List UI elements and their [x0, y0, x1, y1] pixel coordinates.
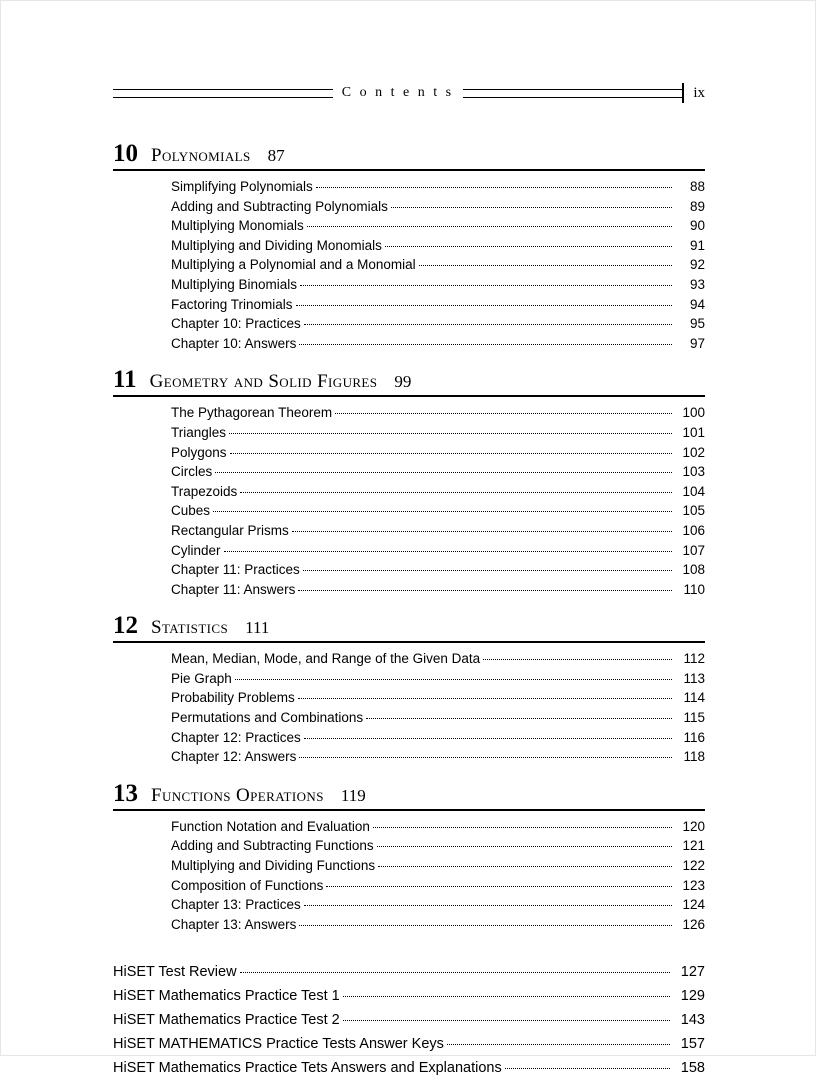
toc-entry-page: 127	[680, 964, 705, 981]
toc-entry-title: Circles	[171, 464, 213, 480]
toc-leader-dots	[378, 857, 672, 867]
toc-entry[interactable]	[171, 649, 705, 669]
toc-entry-page: 113	[683, 670, 705, 686]
toc-entry-page: 94	[689, 296, 705, 312]
toc-entry[interactable]	[171, 541, 705, 561]
toc-entry[interactable]	[171, 295, 705, 315]
toc-entry-title: Trapezoids	[171, 483, 238, 499]
toc-entry-page: 101	[682, 424, 705, 440]
toc-leader-dots	[240, 483, 672, 493]
toc-entry-page: 122	[682, 858, 705, 874]
toc-chapter-heading[interactable]	[113, 781, 705, 811]
toc-leader-dots	[300, 276, 672, 286]
toc-entry-page: 106	[682, 522, 705, 538]
toc-entry-title: Multiplying a Polynomial and a Monomial	[171, 257, 416, 273]
toc-chapter-number: 12	[113, 612, 138, 640]
toc-leader-dots	[298, 581, 672, 591]
toc-entry-title: HiSET MATHEMATICS Practice Tests Answer Keys	[113, 1036, 444, 1053]
header-rule-right	[463, 89, 683, 98]
toc-entry[interactable]	[113, 1008, 705, 1032]
running-header	[113, 79, 705, 107]
header-rule-left	[113, 89, 333, 98]
toc-chapter-list	[113, 141, 705, 934]
toc-leader-dots	[298, 689, 672, 699]
toc-entry[interactable]	[171, 197, 705, 217]
toc-leader-dots	[299, 916, 672, 926]
toc-entry-page: 143	[680, 1012, 705, 1029]
toc-entry-page: 105	[682, 503, 705, 519]
toc-leader-dots	[304, 315, 672, 325]
toc-entry-page: 123	[682, 877, 705, 893]
toc-entry-page: 121	[682, 838, 705, 854]
toc-leader-dots	[229, 424, 672, 434]
toc-leader-dots	[230, 444, 672, 454]
toc-entry-page: 116	[683, 729, 705, 745]
toc-entry-title: Chapter 13: Practices	[171, 897, 301, 913]
toc-entry[interactable]	[113, 1056, 705, 1080]
toc-entry-page: 90	[689, 218, 705, 234]
toc-entry-title: Multiplying and Dividing Monomials	[171, 237, 382, 253]
toc-chapter-title: Functions Operations	[151, 784, 324, 806]
toc-entry[interactable]	[171, 836, 705, 856]
toc-entry-page: 88	[689, 179, 705, 194]
toc-chapter-number: 13	[113, 779, 138, 807]
toc-entry-title: Triangles	[171, 424, 227, 440]
toc-entry-title: Chapter 10: Practices	[171, 316, 301, 332]
toc-entry-page: 107	[682, 542, 705, 558]
toc-chapter-title: Statistics	[151, 617, 229, 639]
toc-leader-dots	[326, 877, 672, 887]
toc-leader-dots	[335, 404, 672, 414]
toc-entry-title: Adding and Subtracting Functions	[171, 838, 374, 854]
toc-entry-title: The Pythagorean Theorem	[171, 405, 333, 421]
toc-entry-page: 158	[680, 1060, 705, 1077]
toc-entry-title: Chapter 12: Answers	[171, 749, 297, 765]
toc-entry[interactable]	[171, 334, 705, 354]
toc-entry-page: 92	[689, 257, 705, 273]
toc-leader-dots	[240, 963, 670, 973]
toc-section-list	[171, 403, 705, 599]
toc-entry-page: 110	[683, 581, 705, 597]
toc-leader-dots	[304, 896, 672, 906]
toc-entry-title: Polygons	[171, 444, 227, 460]
toc-leader-dots	[366, 709, 672, 719]
toc-entry[interactable]	[171, 856, 705, 876]
page-content	[113, 79, 705, 1080]
toc-entry-page: 91	[689, 237, 705, 253]
toc-entry-title: Chapter 11: Practices	[171, 562, 300, 578]
toc-entry[interactable]	[171, 216, 705, 236]
toc-entry-title: Multiplying Binomials	[171, 276, 298, 292]
toc-chapter-page: 99	[394, 372, 412, 392]
toc-back-matter-list	[113, 960, 705, 1080]
toc-leader-dots	[299, 748, 672, 758]
toc-entry-page: 114	[683, 690, 705, 706]
toc-entry[interactable]	[171, 236, 705, 256]
toc-chapter-title: Geometry and Solid Figures	[149, 371, 378, 393]
toc-entry[interactable]	[171, 501, 705, 521]
toc-leader-dots	[447, 1035, 670, 1045]
toc-leader-dots	[235, 670, 672, 680]
toc-entry[interactable]	[171, 443, 705, 463]
toc-entry-title: Permutations and Combinations	[171, 710, 364, 726]
toc-chapter-heading[interactable]	[113, 613, 705, 643]
toc-entry-page: 108	[682, 562, 705, 578]
toc-entry-title: Pie Graph	[171, 670, 232, 686]
toc-chapter-number: 10	[113, 140, 138, 167]
toc-entry[interactable]	[171, 462, 705, 482]
toc-entry-title: Factoring Trinomials	[171, 296, 293, 312]
toc-entry-page: 120	[682, 818, 705, 834]
toc-leader-dots	[296, 296, 672, 306]
toc-entry-title: Chapter 10: Answers	[171, 335, 297, 351]
toc-leader-dots	[213, 502, 672, 512]
toc-entry-page: 93	[689, 276, 705, 292]
toc-section-list	[171, 177, 705, 353]
toc-leader-dots	[373, 818, 672, 828]
toc-entry-title: Rectangular Prisms	[171, 522, 289, 538]
toc-entry-title: HiSET Mathematics Practice Tets Answers and Explanations	[113, 1060, 502, 1077]
toc-entry-page: 95	[689, 316, 705, 332]
toc-entry[interactable]	[171, 482, 705, 502]
toc-entry-page: 115	[683, 710, 705, 726]
toc-entry[interactable]	[171, 915, 705, 935]
toc-entry[interactable]	[171, 895, 705, 915]
toc-leader-dots	[343, 1011, 670, 1021]
toc-entry-title: Simplifying Polynomials	[171, 179, 313, 194]
toc-entry-title: Cylinder	[171, 542, 221, 558]
toc-entry[interactable]	[171, 177, 705, 197]
toc-entry-title: HiSET Test Review	[113, 964, 237, 981]
toc-entry[interactable]	[171, 688, 705, 708]
toc-entry-title: Adding and Subtracting Polynomials	[171, 198, 388, 214]
toc-entry[interactable]	[171, 255, 705, 275]
toc-entry[interactable]	[171, 817, 705, 837]
toc-entry[interactable]	[171, 521, 705, 541]
toc-entry-title: Chapter 12: Practices	[171, 729, 301, 745]
toc-entry[interactable]	[171, 708, 705, 728]
folio-page-number: ix	[682, 83, 705, 103]
toc-entry-page: 104	[682, 483, 705, 499]
toc-entry-title: Chapter 13: Answers	[171, 916, 297, 932]
toc-leader-dots	[505, 1059, 670, 1069]
toc-entry[interactable]	[171, 403, 705, 423]
toc-chapter-heading[interactable]	[113, 141, 705, 171]
toc-entry[interactable]	[113, 960, 705, 984]
toc-entry-page: 124	[682, 897, 705, 913]
toc-leader-dots	[377, 837, 672, 847]
toc-entry-page: 157	[680, 1036, 705, 1053]
toc-entry-title: Mean, Median, Mode, and Range of the Given Data	[171, 651, 481, 667]
toc-entry[interactable]	[113, 984, 705, 1008]
toc-chapter-title: Polynomials	[151, 145, 251, 166]
toc-entry-title: Function Notation and Evaluation	[171, 818, 370, 834]
toc-entry[interactable]	[171, 747, 705, 767]
toc-entry[interactable]	[171, 669, 705, 689]
toc-entry-title: HiSET Mathematics Practice Test 1	[113, 988, 340, 1005]
toc-entry-page: 97	[689, 335, 705, 351]
toc-entry-title: HiSET Mathematics Practice Test 2	[113, 1012, 340, 1029]
toc-entry-page: 100	[682, 405, 705, 421]
toc-leader-dots	[215, 463, 672, 473]
toc-entry-page: 126	[682, 916, 705, 932]
toc-entry[interactable]	[113, 1032, 705, 1056]
toc-leader-dots	[316, 178, 672, 188]
toc-leader-dots	[299, 335, 672, 345]
toc-entry-title: Composition of Functions	[171, 877, 324, 893]
toc-leader-dots	[224, 542, 672, 552]
toc-leader-dots	[304, 729, 672, 739]
toc-entry[interactable]	[171, 560, 705, 580]
toc-entry-page: 118	[683, 749, 705, 765]
toc-entry[interactable]	[171, 728, 705, 748]
toc-entry-title: Multiplying Monomials	[171, 218, 304, 234]
toc-leader-dots	[303, 561, 672, 571]
toc-entry-page: 112	[683, 651, 705, 667]
toc-leader-dots	[385, 237, 672, 247]
toc-entry[interactable]	[171, 876, 705, 896]
toc-section-list	[171, 649, 705, 767]
toc-entry-page: 89	[689, 198, 705, 214]
toc-entry-title: Chapter 11: Answers	[171, 581, 296, 597]
toc-leader-dots	[343, 987, 670, 997]
header-title: C o n t e n t s	[341, 85, 454, 100]
toc-entry-title: Multiplying and Dividing Functions	[171, 858, 376, 874]
toc-entry-title: Cubes	[171, 503, 211, 519]
toc-entry[interactable]	[171, 423, 705, 443]
toc-chapter-heading[interactable]	[113, 367, 705, 397]
toc-entry-page: 129	[680, 988, 705, 1005]
toc-leader-dots	[391, 198, 672, 208]
toc-entry[interactable]	[171, 314, 705, 334]
toc-leader-dots	[483, 650, 672, 660]
toc-section-list	[171, 817, 705, 935]
toc-leader-dots	[292, 522, 672, 532]
toc-chapter-page: 87	[267, 146, 285, 165]
toc-chapter-page: 119	[340, 785, 366, 805]
toc-entry[interactable]	[171, 275, 705, 295]
toc-leader-dots	[307, 217, 672, 227]
toc-leader-dots	[419, 256, 672, 266]
toc-chapter-number: 11	[113, 366, 137, 394]
toc-chapter-page: 111	[245, 618, 270, 638]
toc-entry-title: Probability Problems	[171, 690, 295, 706]
toc-entry-page: 103	[682, 464, 705, 480]
toc-entry-page: 102	[682, 444, 705, 460]
toc-entry[interactable]	[171, 580, 705, 600]
